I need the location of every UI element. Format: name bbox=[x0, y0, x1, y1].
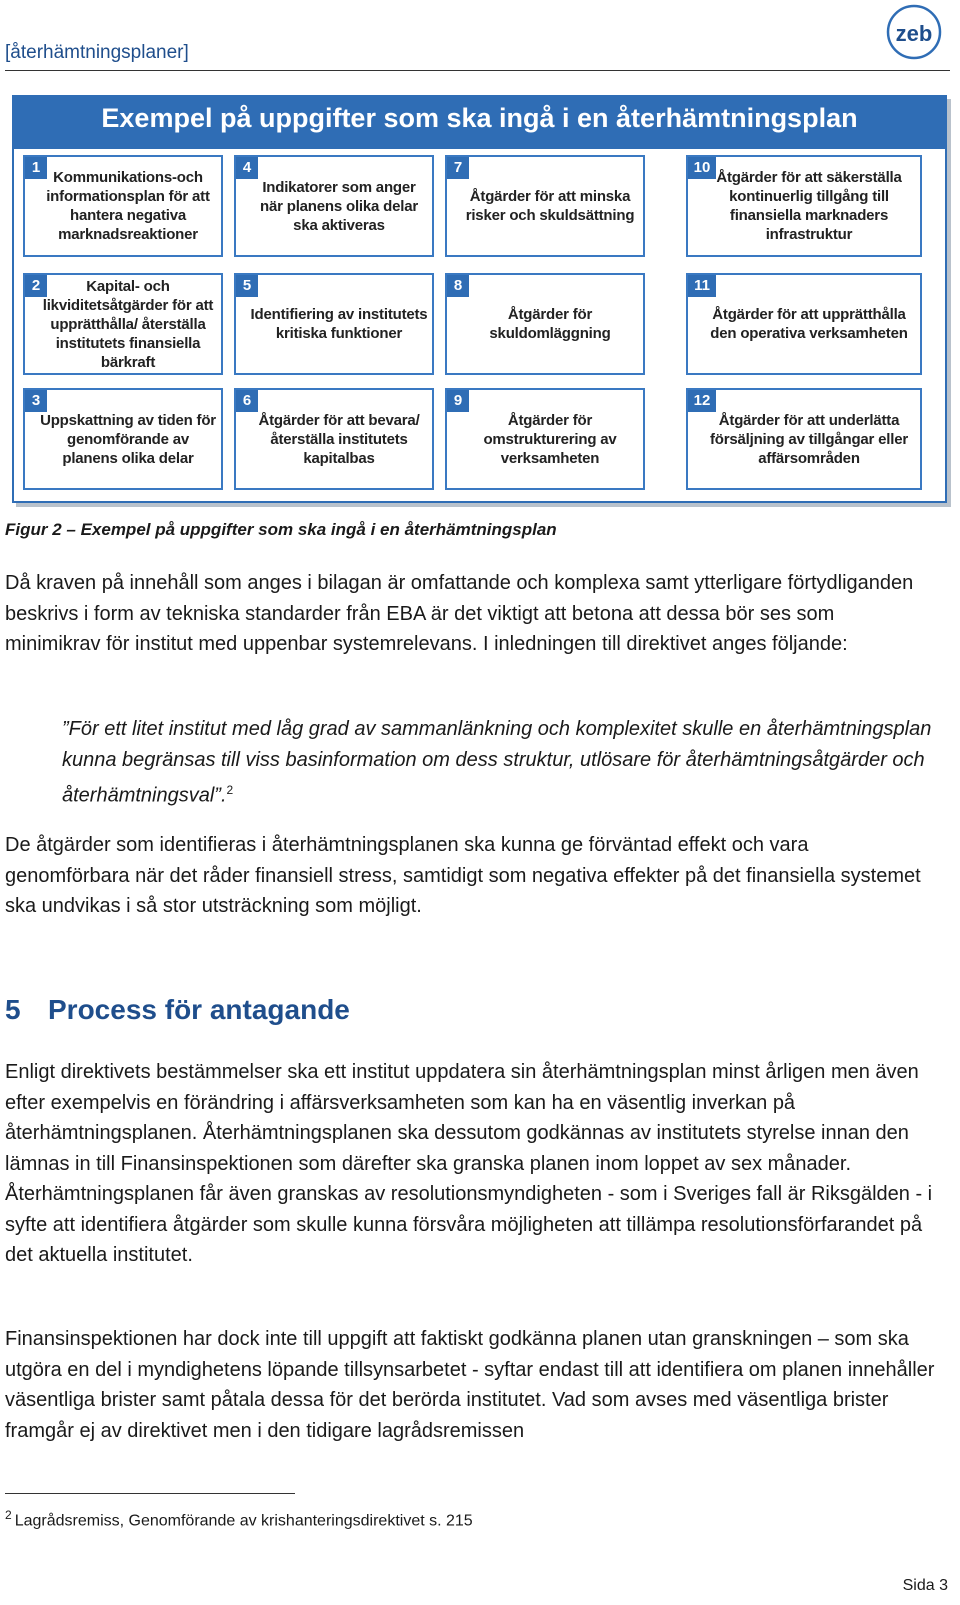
cell-number: 4 bbox=[236, 157, 258, 179]
cell-text: Åtgärder för att minska risker och skuldsättning bbox=[465, 188, 635, 224]
figure-cell bbox=[234, 388, 434, 490]
figure-cell bbox=[445, 273, 645, 375]
figure-cell bbox=[686, 273, 922, 375]
cell-number: 12 bbox=[688, 390, 716, 412]
footnote bbox=[5, 1508, 473, 1530]
page-number: Sida 3 bbox=[902, 1577, 948, 1594]
paragraph-intro: Då kraven på innehåll som anges i bilagan är omfattande och komplexa samt ytterligare förtydliganden beskrivs i form av tekniska standarder från EBA är det viktigt att betona att dessa bör ses som minimikrav för institut med uppenbar systemrelevans. I inledningen till direktivet anges följande: bbox=[5, 572, 914, 655]
header-divider bbox=[5, 70, 950, 71]
section-number: 5 bbox=[5, 994, 21, 1025]
cell-number: 1 bbox=[25, 157, 47, 179]
cell-text: Identifiering av institutets kritiska funktioner bbox=[250, 306, 428, 342]
section-heading bbox=[5, 994, 350, 1026]
section-title: Process för antagande bbox=[48, 994, 350, 1025]
quote-text: ”För ett litet institut med låg grad av sammanlänkning och komplexitet skulle en återhämtningsplan kunna begränsas till viss basinformation om dess struktur, utlösare för återhämtningsåtgärder och återhämtningsval”. bbox=[62, 718, 932, 807]
cell-text: Åtgärder för skuldomläggning bbox=[489, 306, 611, 342]
cell-number: 2 bbox=[25, 275, 47, 297]
figure-cell bbox=[234, 155, 434, 257]
footnote-text: Lagrådsremiss, Genomförande av krishanteringsdirektivet s. 215 bbox=[14, 1512, 473, 1530]
cell-text: Åtgärder för att bevara/återställa institutets kapitalbas bbox=[258, 411, 420, 467]
cell-text: Åtgärder för omstrukturering av verksamheten bbox=[483, 411, 617, 467]
cell-text: Indikatorer som anger när planens olika delar ska aktiveras bbox=[260, 178, 418, 234]
figure-recovery-plan-tasks bbox=[12, 95, 947, 503]
cell-text: Uppskattning av tiden för genomförande av planens olika delar bbox=[40, 411, 216, 467]
figure-grid bbox=[12, 147, 947, 503]
footnote-ref[interactable]: 2 bbox=[226, 783, 234, 797]
cell-number: 10 bbox=[688, 157, 716, 179]
zeb-logo-text: zeb bbox=[895, 21, 933, 46]
cell-number: 6 bbox=[236, 390, 258, 412]
footnote-number: 2 bbox=[5, 1508, 12, 1522]
cell-text: Kommunikations-och informationsplan för att hantera negativa marknadsreaktioner bbox=[46, 169, 210, 243]
cell-number: 5 bbox=[236, 275, 258, 297]
paragraph-process: Enligt direktivets bestämmelser ska ett institut uppdatera sin återhämtningsplan minst årligen men även efter exempelvis en förändring i affärsverksamheten som kan ha en väsentlig inverkan på återhämtningsplanen. Återhämtningsplanen ska dessutom godkännas av institutets styrelse innan den lämnas in till Finansinspektionen som därefter ska granska planen inom loppet av sex månader. Återhämtningsplanen får även granskas av resolutionsmyndigheten - som i Sveriges fall är Riksgälden - i syfte att identifiera åtgärder som skulle kunna försvåra möjligheten att tillämpa resolutionsförfarandet på det aktuella institutet. bbox=[5, 1061, 933, 1266]
cell-text: Åtgärder för att säkerställa kontinuerlig tillgång till finansiella marknaders infrastruktur bbox=[716, 169, 902, 243]
figure-cell bbox=[686, 388, 922, 490]
cell-number: 8 bbox=[447, 275, 469, 297]
figure-cell bbox=[23, 388, 223, 490]
figure-cell bbox=[445, 155, 645, 257]
figure-cell bbox=[445, 388, 645, 490]
cell-text: Åtgärder för att upprätthålla den operativa verksamheten bbox=[710, 306, 908, 342]
paragraph-fi-review: Finansinspektionen har dock inte till uppgift att faktiskt godkänna planen utan granskningen – som ska utgöra en del i myndighetens löpande tillsynsarbetet - syftar endast till att identifiera om planen innehåller väsentliga brister samt påtala dessa för det berörda institutet. Vad som avses med väsentliga brister framgår ej av direktivet men i den tidigare lagrådsremissen bbox=[5, 1328, 935, 1442]
running-header: [återhämtningsplaner] bbox=[5, 42, 189, 63]
figure-cell bbox=[23, 273, 223, 375]
paragraph-effects: De åtgärder som identifieras i återhämtningsplanen ska kunna ge förväntad effekt och vara genomförbara när det råder finansiell stress, samtidigt som negativa effekter på det finansiella systemet ska undvikas i så stor utsträckning som möjligt. bbox=[5, 834, 921, 917]
figure-cell bbox=[23, 155, 223, 257]
blockquote bbox=[62, 714, 932, 811]
figure-cell bbox=[234, 273, 434, 375]
cell-text: Åtgärder för att underlätta försäljning av tillgångar eller affärsområden bbox=[709, 411, 909, 467]
cell-number: 3 bbox=[25, 390, 47, 412]
zeb-logo bbox=[885, 3, 943, 61]
figure-caption: Figur 2 – Exempel på uppgifter som ska ingå i en återhämtningsplan bbox=[5, 520, 557, 539]
cell-number: 11 bbox=[688, 275, 716, 297]
footnote-divider bbox=[5, 1493, 295, 1494]
cell-number: 7 bbox=[447, 157, 469, 179]
figure-cell bbox=[686, 155, 922, 257]
cell-text: Kapital- och likviditetsåtgärder för att upprätthålla/ återställa institutets finansiella bärkraft bbox=[42, 277, 214, 371]
cell-number: 9 bbox=[447, 390, 469, 412]
figure-title: Exempel på uppgifter som ska ingå i en återhämtningsplan bbox=[101, 103, 858, 133]
